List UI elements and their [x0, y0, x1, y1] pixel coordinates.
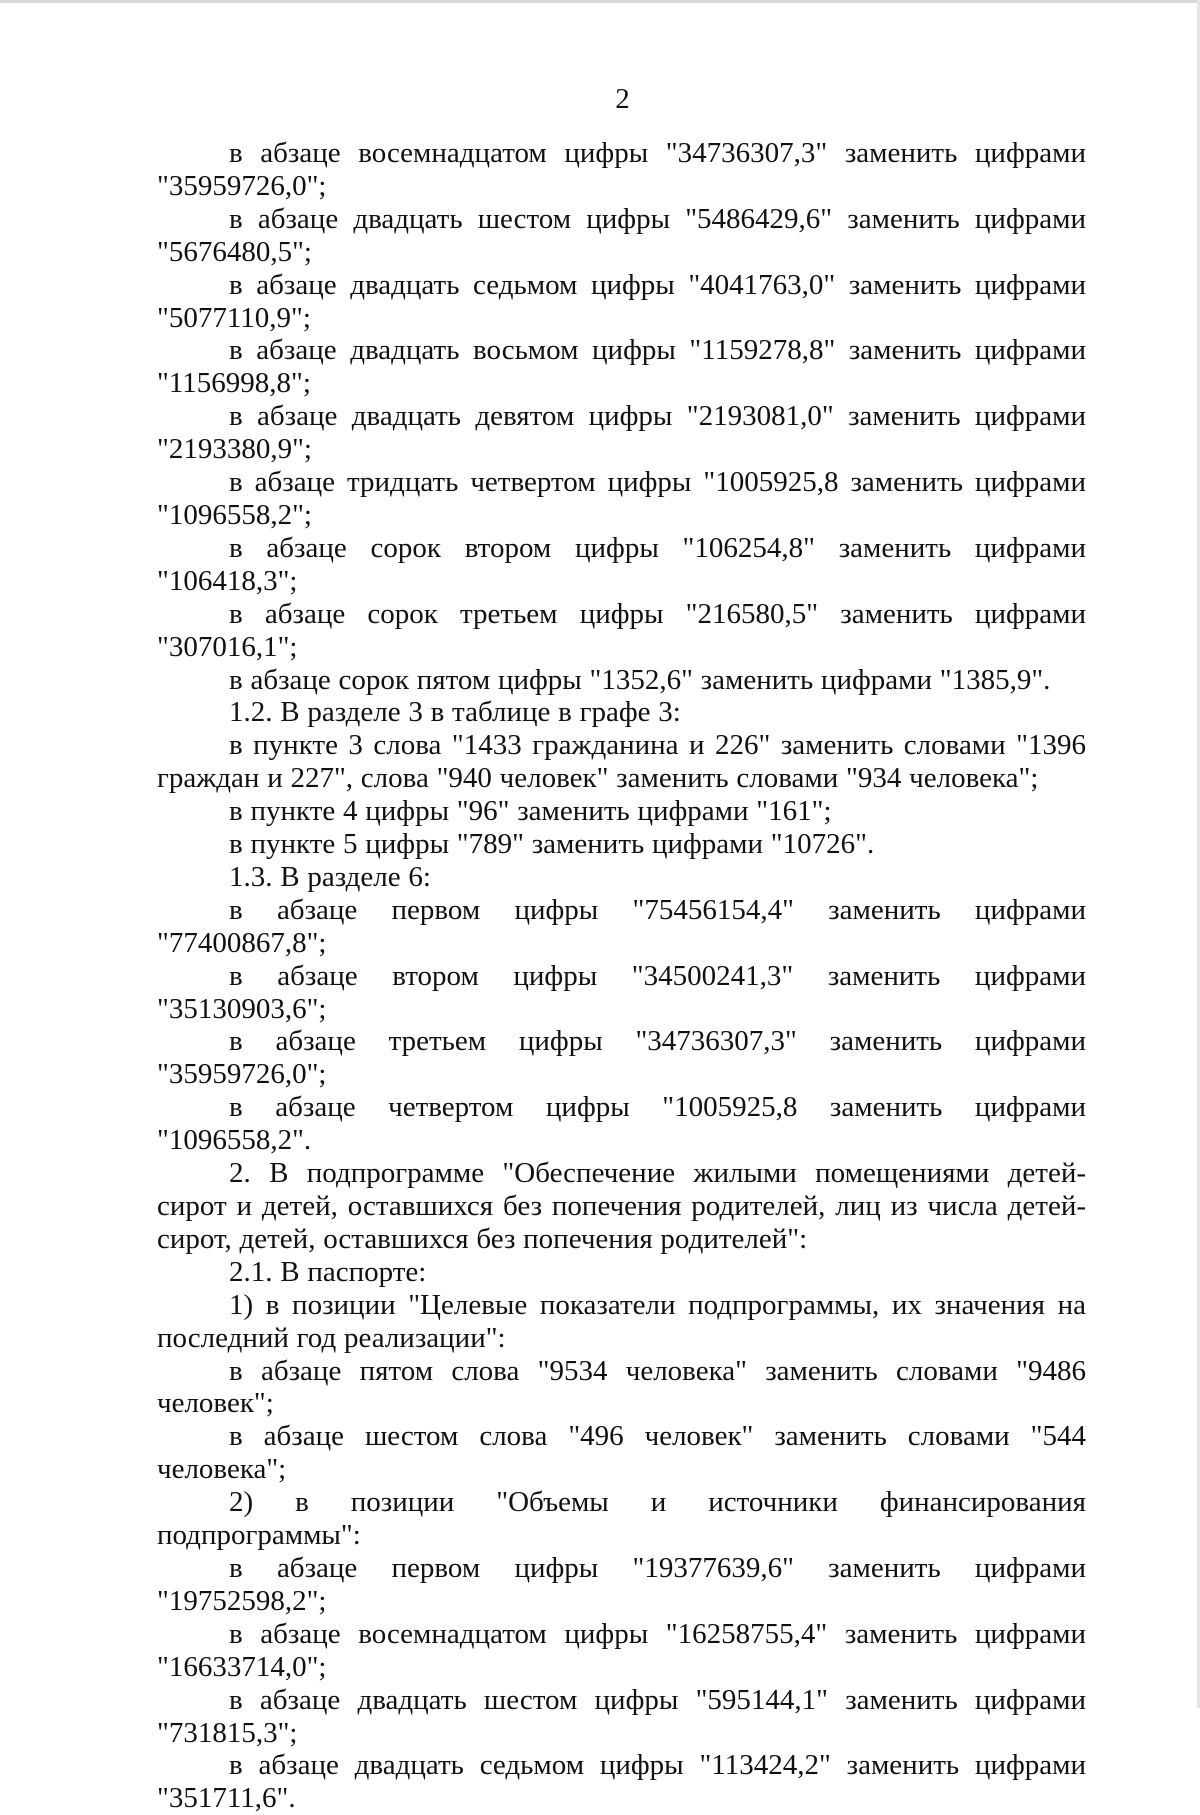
paragraph-6: в абзаце тридцать четвертом цифры "1005925,8 заменить цифрами "1096558,2"; — [157, 466, 1086, 531]
paragraph-12: в пункте 4 цифры "96" заменить цифрами "161"; — [229, 795, 832, 828]
paragraph-20: 2.1. В паспорте: — [229, 1255, 427, 1288]
paragraph-2: в абзаце двадцать шестом цифры "5486429,6" заменить цифрами "5676480,5"; — [157, 202, 1086, 268]
paragraph-1: в абзаце восемнадцатом цифры "34736307,3" заменить цифрами "35959726,0"; — [157, 137, 1086, 202]
paragraph-23: в абзаце шестом слова "496 человек" заменить словами "544 человека"; — [157, 1420, 1086, 1486]
scan-edge-top — [0, 0, 1200, 3]
page-number: 2 — [615, 83, 630, 115]
paragraph-21: 1) в позиции "Целевые показатели подпрограммы, их значения на последний год реализации": — [157, 1288, 1086, 1354]
paragraph-7: в абзаце сорок втором цифры "106254,8" заменить цифрами "106418,3"; — [157, 531, 1086, 597]
paragraph-22: в абзаце пятом слова "9534 человека" заменить словами "9486 человек"; — [157, 1354, 1086, 1420]
paragraph-25: в абзаце первом цифры "19377639,6" заменить цифрами "19752598,2"; — [157, 1551, 1086, 1617]
paragraph-9: в абзаце сорок пятом цифры "1352,6" заменить цифрами "1385,9". — [229, 663, 1051, 696]
paragraph-15: в абзаце первом цифры "75456154,4" заменить цифрами "77400867,8"; — [157, 893, 1086, 959]
paragraph-26: в абзаце восемнадцатом цифры "16258755,4" заменить цифрами "16633714,0"; — [157, 1617, 1086, 1683]
paragraph-8: в абзаце сорок третьем цифры "216580,5" заменить цифрами "307016,1"; — [157, 597, 1086, 663]
paragraph-24: 2) в позиции "Объемы и источники финансирования подпрограммы": — [157, 1486, 1086, 1552]
paragraph-17: в абзаце третьем цифры "34736307,3" заменить цифрами "35959726,0"; — [157, 1025, 1086, 1091]
paragraph-27: в абзаце двадцать шестом цифры "595144,1" заменить цифрами "731815,3"; — [157, 1683, 1086, 1749]
paragraph-11: в пункте 3 слова "1433 гражданина и 226" заменить словами "1396 граждан и 227", слова "940 человек" заменить словами "934 человека"; — [157, 729, 1086, 795]
paragraph-4: в абзаце двадцать восьмом цифры "1159278,8" заменить цифрами "1156998,8"; — [157, 334, 1086, 400]
paragraph-16: в абзаце втором цифры "34500241,3" заменить цифрами "35130903,6"; — [157, 959, 1086, 1025]
paragraph-18: в абзаце четвертом цифры "1005925,8 заменить цифрами "1096558,2". — [157, 1091, 1086, 1157]
paragraph-14: 1.3. В разделе 6: — [229, 860, 431, 893]
paragraph-10: 1.2. В разделе 3 в таблице в графе 3: — [229, 696, 681, 729]
paragraph-28: в абзаце двадцать седьмом цифры "113424,2" заменить цифрами "351711,6". — [157, 1749, 1086, 1815]
paragraph-5: в абзаце двадцать девятом цифры "2193081,0" заменить цифрами "2193380,9"; — [157, 400, 1086, 466]
paragraph-13: в пункте 5 цифры "789" заменить цифрами "10726". — [229, 828, 875, 861]
document-body — [157, 137, 1086, 1815]
paragraph-19: 2. В подпрограмме "Обеспечение жилыми помещениями детей-сирот и детей, оставшихся без попечения родителей, лиц из числа детей-сирот, детей, оставшихся без попечения родителей": — [157, 1157, 1086, 1255]
paragraph-3: в абзаце двадцать седьмом цифры "4041763,0" заменить цифрами "5077110,9"; — [157, 268, 1086, 334]
